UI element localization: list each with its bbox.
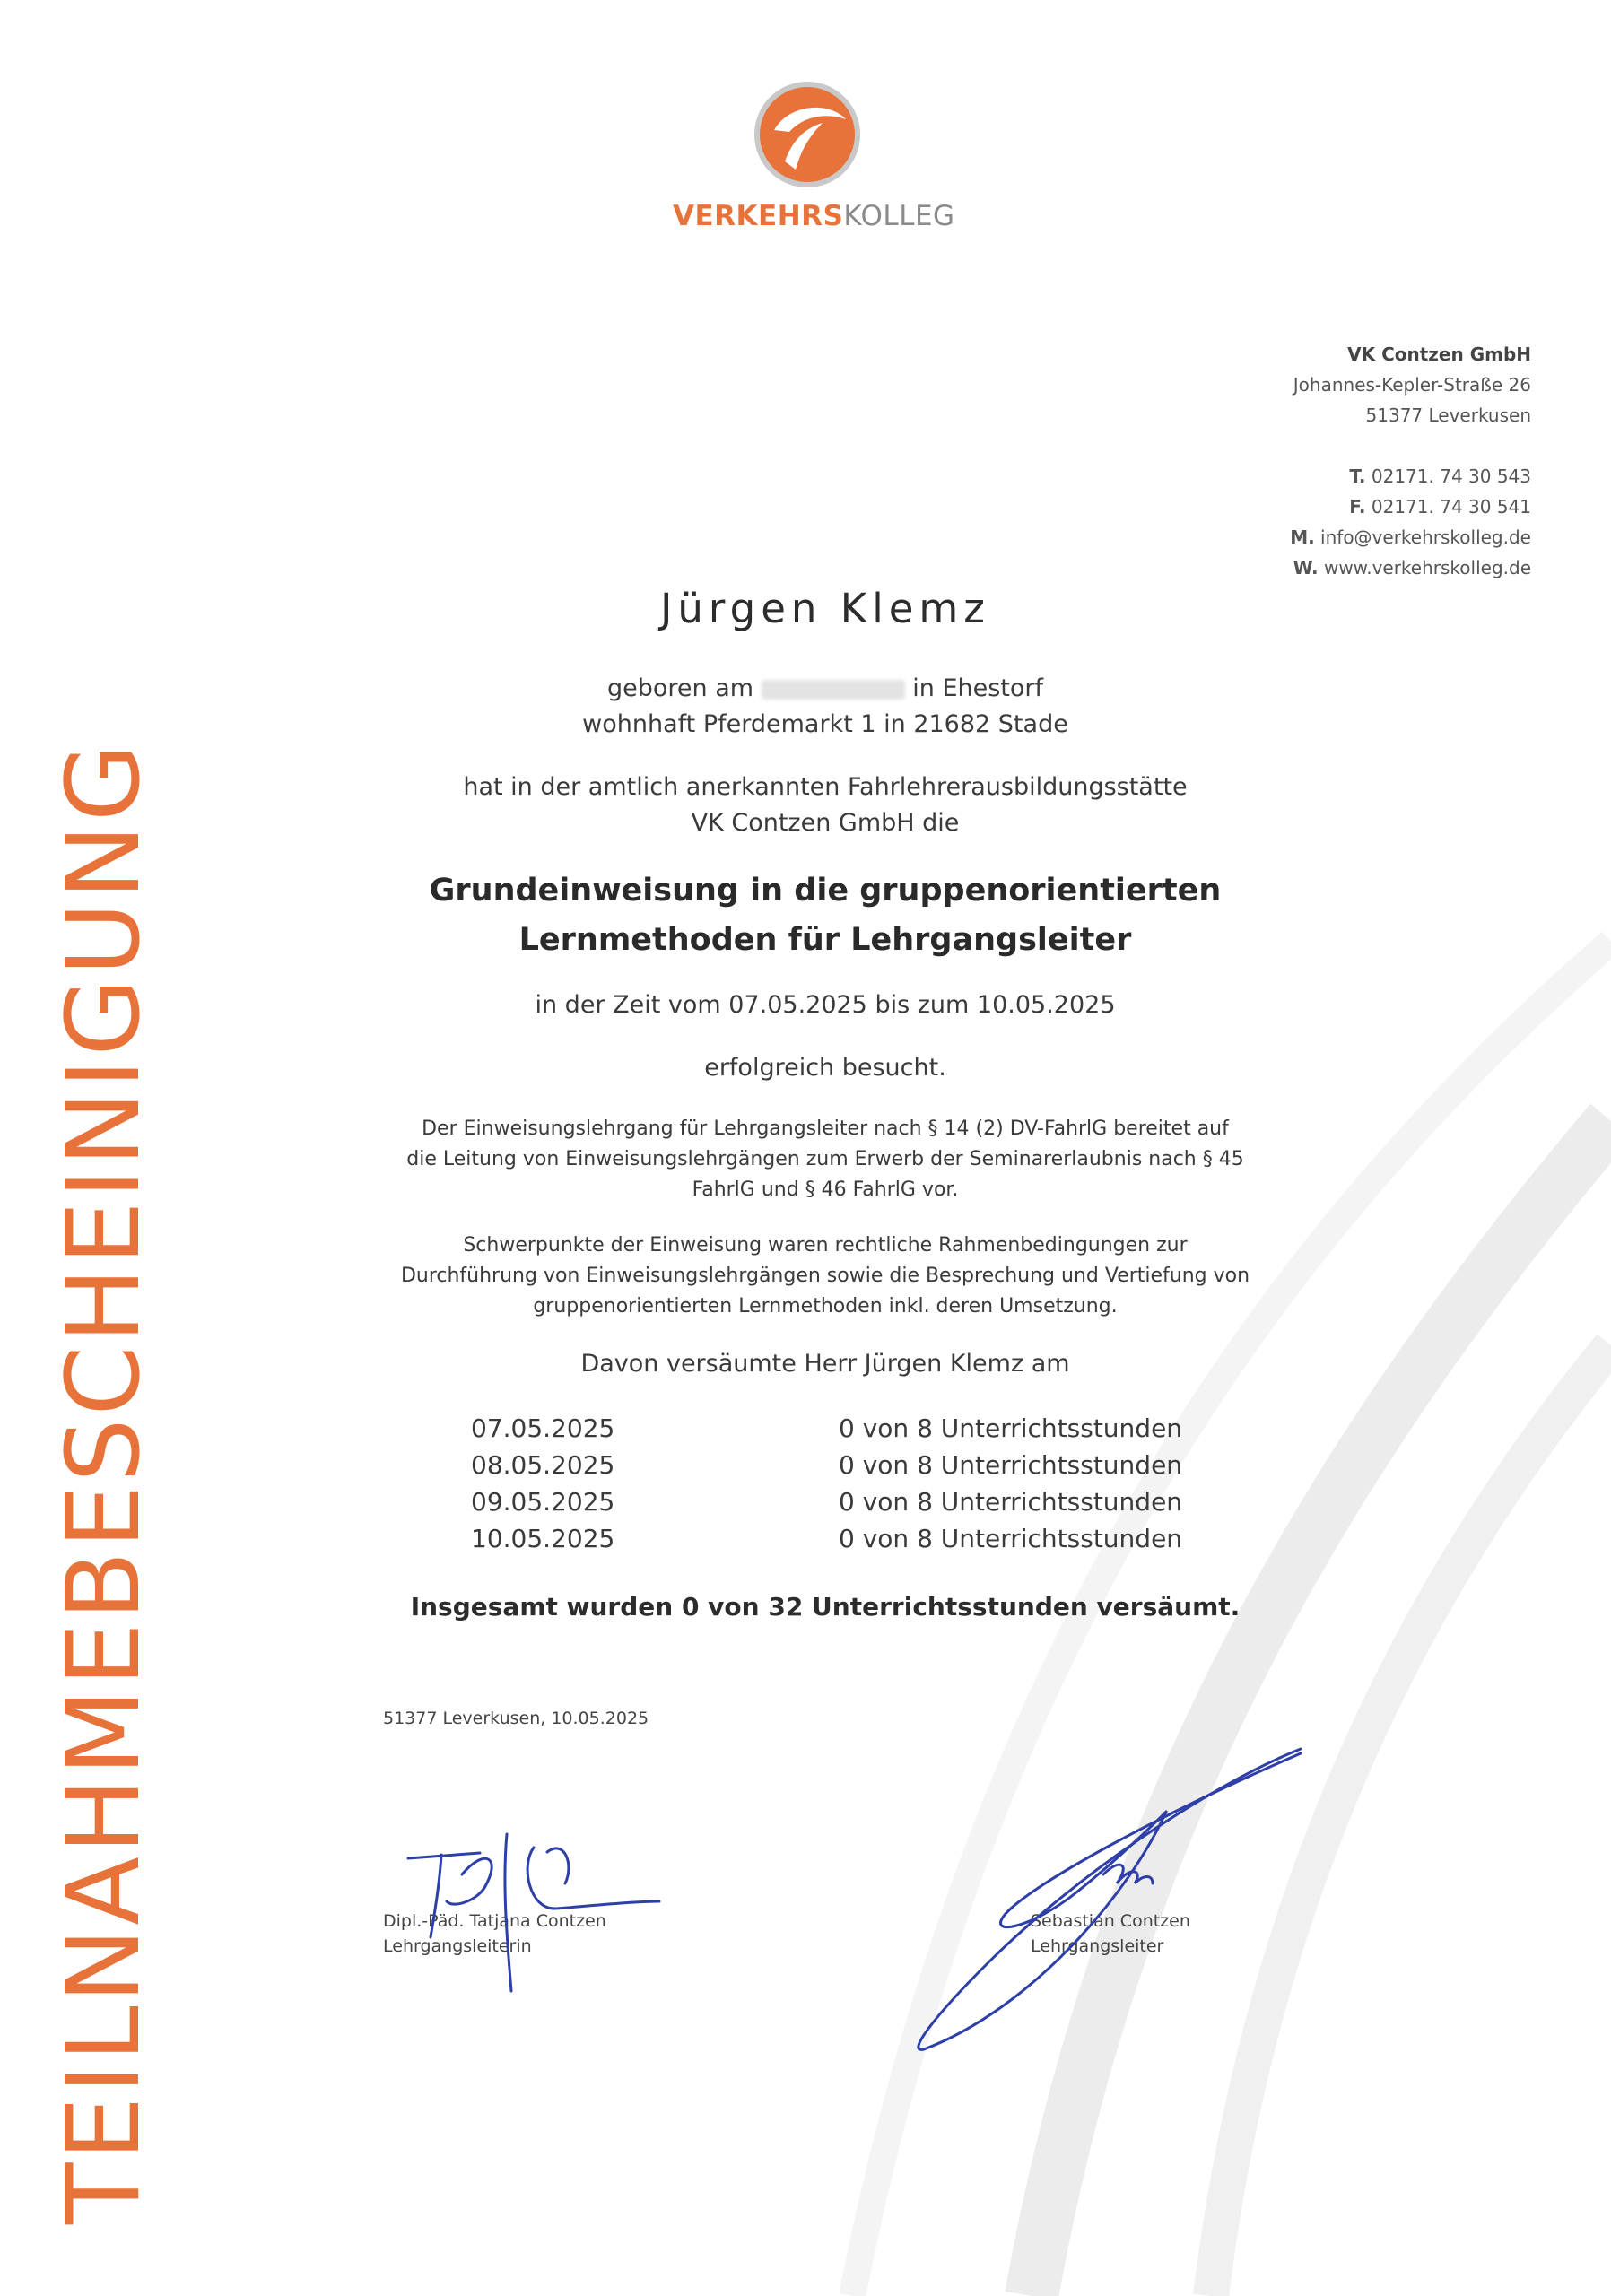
sender-web: W. www.verkehrskolleg.de: [1293, 557, 1531, 578]
absence-intro: Davon versäumte Herr Jürgen Klemz am: [580, 1350, 1070, 1378]
sender-phone: T. 02171. 74 30 543: [1349, 465, 1531, 487]
signer-right-role: Lehrgangsleiter: [1031, 1936, 1164, 1956]
absence-row: 10.05.2025 0 von 8 Unterrichtsstunden: [471, 1524, 1183, 1553]
redacted-birthdate: [762, 680, 905, 700]
sender-street: Johannes-Kepler-Straße 26: [1293, 374, 1531, 396]
participant-details: geboren am in Ehestorf wohnhaft Pferdemarkt 1 in 21682 Stade: [359, 671, 1292, 743]
absence-row: 09.05.2025 0 von 8 Unterrichtsstunden: [471, 1487, 1183, 1517]
absence-row: 08.05.2025 0 von 8 Unterrichtsstunden: [471, 1450, 1183, 1480]
sender-company: VK Contzen GmbH: [1347, 344, 1531, 365]
logo-text-light: KOLLEG: [843, 200, 955, 232]
signature-block-left: [383, 1909, 606, 1959]
verkehrskolleg-logo-icon: [749, 76, 866, 193]
course-title: Grundeinweisung in die gruppenorientierten Lernmethoden für Lehrgangsleiter: [429, 873, 1222, 958]
signer-left-name: Dipl.-Päd. Tatjana Contzen: [383, 1911, 606, 1931]
absence-list: [471, 1410, 1215, 1557]
place-date: 51377 Leverkusen, 10.05.2025: [383, 1709, 649, 1728]
logo-text-bold: VERKEHRS: [673, 200, 844, 232]
participant-residence: wohnhaft Pferdemarkt 1 in 21682 Stade: [582, 710, 1068, 738]
signature-block-right: [1031, 1909, 1190, 1959]
sender-city: 51377 Leverkusen: [1365, 404, 1531, 426]
document-title: TEILNAHMEBESCHEINIGUNG: [46, 741, 162, 2224]
description-paragraph-1: Der Einweisungslehrgang für Lehrgangsleiter nach § 14 (2) DV-FahrlG bereitet auf die Leitung von Einweisungslehrgängen zum Erwerb der Seminarerlaubnis nach § 45 FahrlG und § 46 FahrlG vor.: [406, 1118, 1244, 1201]
total-summary: Insgesamt wurden 0 von 32 Unterrichtsstunden versäumt.: [410, 1592, 1241, 1622]
absence-row: 07.05.2025 0 von 8 Unterrichtsstunden: [471, 1413, 1183, 1443]
course-period: in der Zeit vom 07.05.2025 bis zum 10.05.2025: [535, 991, 1116, 1019]
signer-left-role: Lehrgangsleiterin: [383, 1936, 532, 1956]
sender-address: [1290, 339, 1531, 583]
sender-mail: M. info@verkehrskolleg.de: [1290, 526, 1531, 548]
signer-right-name: Sebastian Contzen: [1031, 1911, 1190, 1931]
success-text: erfolgreich besucht.: [704, 1054, 946, 1082]
sender-fax: F. 02171. 74 30 541: [1349, 496, 1531, 517]
intro-text: hat in der amtlich anerkannten Fahrlehrerausbildungsstätte VK Contzen GmbH die: [463, 773, 1188, 837]
description-paragraph-2: Schwerpunkte der Einweisung waren rechtliche Rahmenbedingungen zur Durchführung von Einweisungslehrgängen sowie die Besprechung und Vertiefung von gruppenorientierten Lernmethoden inkl. deren Umsetzung.: [400, 1234, 1250, 1318]
logo: [673, 76, 955, 247]
participant-name: Jürgen Klemz: [660, 585, 990, 632]
